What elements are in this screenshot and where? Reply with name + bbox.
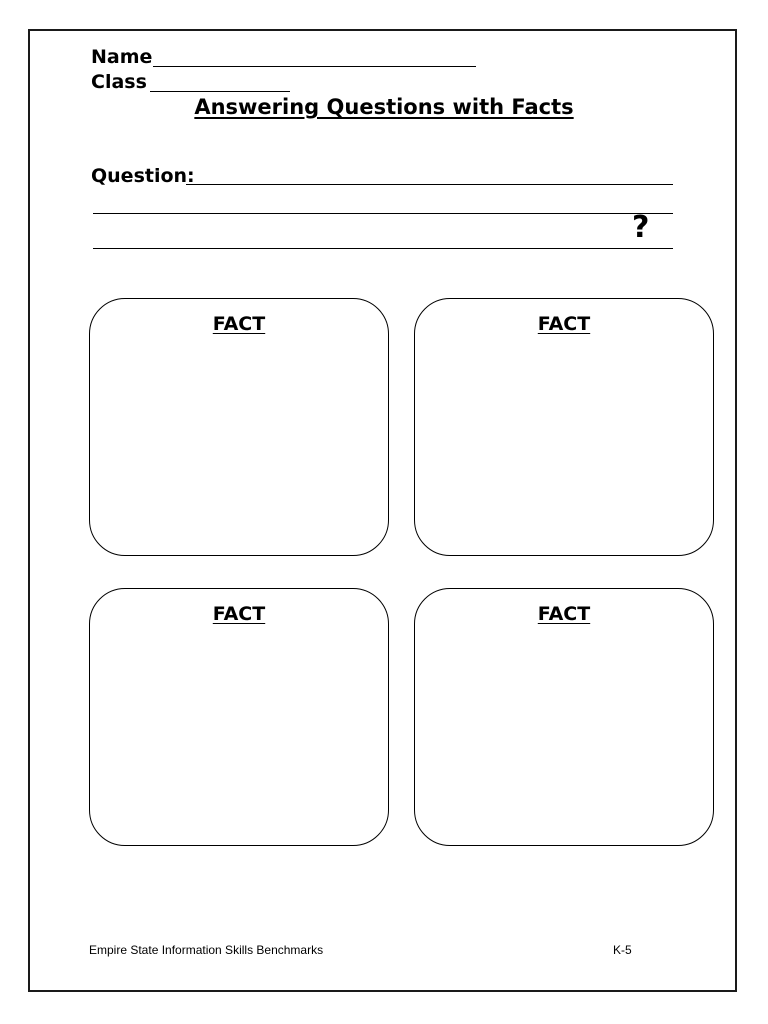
page-title-text: Answering Questions with Facts — [194, 95, 574, 119]
class-label: Class — [91, 71, 147, 93]
question-line-3[interactable] — [93, 248, 673, 249]
footer-grade-level: K-5 — [613, 943, 632, 957]
fact-box-2[interactable] — [414, 298, 714, 556]
fact-box-1[interactable] — [89, 298, 389, 556]
name-label: Name — [91, 46, 153, 68]
name-blank-line[interactable] — [153, 66, 476, 67]
fact-box-4[interactable] — [414, 588, 714, 846]
question-line-2[interactable] — [93, 213, 673, 214]
page-title — [0, 95, 768, 119]
question-label: Question: — [91, 165, 195, 187]
fact-label: FACT — [537, 313, 591, 335]
question-line-1[interactable] — [186, 184, 673, 185]
fact-label: FACT — [537, 603, 591, 625]
fact-label: FACT — [212, 313, 266, 335]
footer-source: Empire State Information Skills Benchmarks — [89, 943, 324, 957]
question-mark: ? — [632, 210, 650, 245]
fact-label: FACT — [212, 603, 266, 625]
class-blank-line[interactable] — [150, 91, 290, 92]
fact-box-3[interactable] — [89, 588, 389, 846]
